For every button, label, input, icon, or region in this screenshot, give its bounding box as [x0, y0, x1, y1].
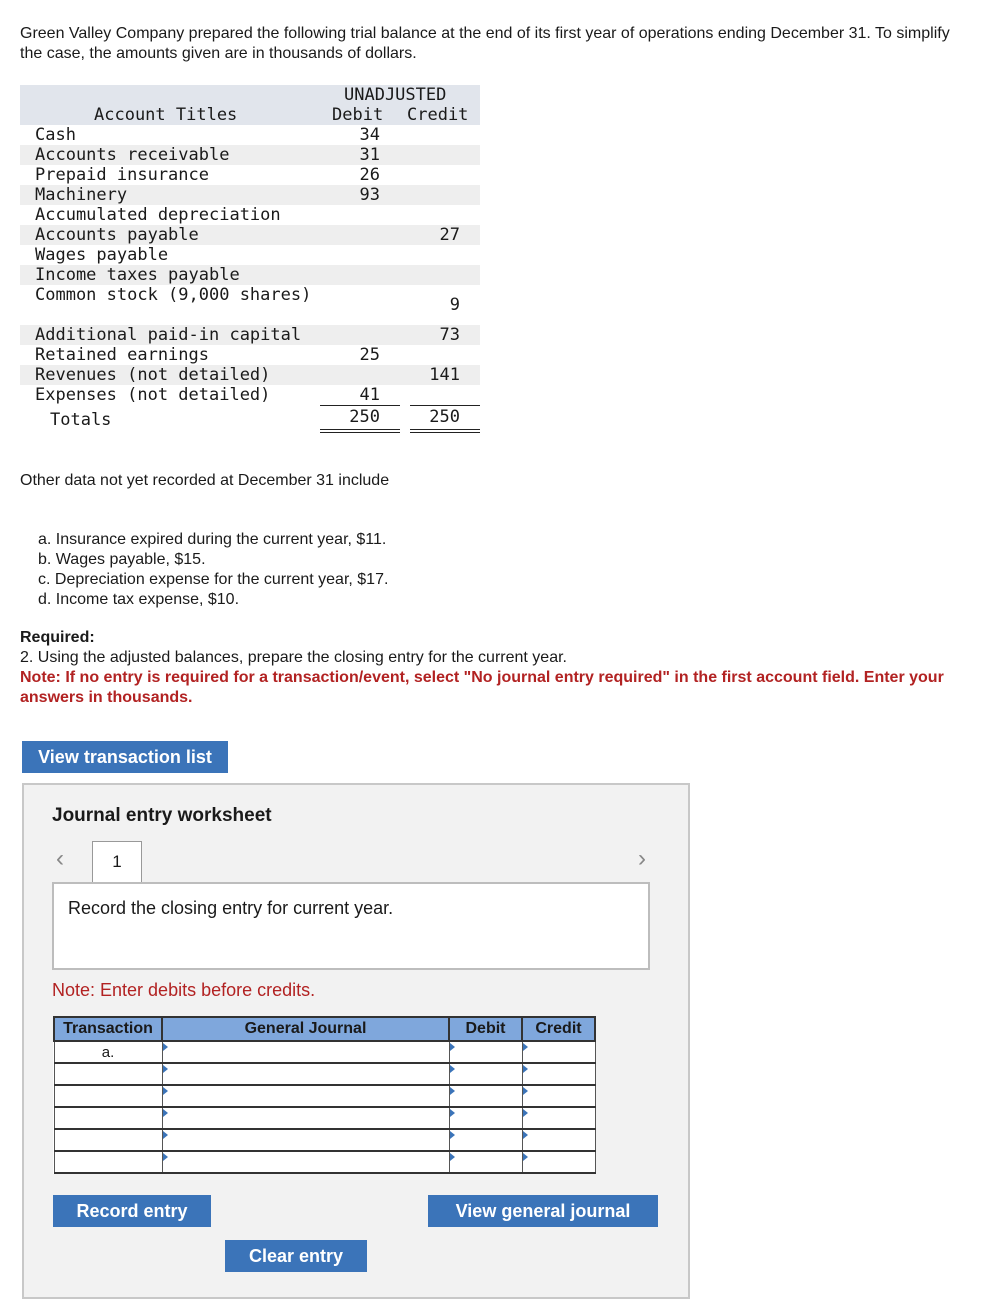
debit-amount: 31 [359, 145, 380, 165]
account-select[interactable] [162, 1151, 449, 1173]
table-row [20, 145, 480, 165]
credit-input[interactable] [522, 1063, 595, 1085]
trial-balance-rows [20, 125, 480, 405]
credit-amount: 141 [429, 365, 460, 385]
table-row [20, 365, 480, 385]
list-item: d. Income tax expense, $10. [38, 591, 240, 608]
record-entry-button[interactable]: Record entry [53, 1195, 211, 1227]
worksheet-title: Journal entry worksheet [52, 805, 272, 826]
totals-credit: 250 [429, 407, 460, 427]
account-title: Revenues (not detailed) [35, 365, 271, 385]
credit-input[interactable] [522, 1151, 595, 1173]
table-row [20, 165, 480, 185]
worksheet-prompt-box [52, 882, 650, 970]
account-select[interactable] [162, 1129, 449, 1151]
col-general-journal: General Journal [162, 1017, 449, 1041]
account-title: Prepaid insurance [35, 165, 209, 185]
col-credit: Credit [407, 105, 469, 125]
trial-balance [20, 85, 480, 433]
credit-input[interactable] [522, 1085, 595, 1107]
journal-row [54, 1107, 595, 1129]
transaction-cell [54, 1151, 162, 1173]
credit-amount: 9 [449, 295, 460, 315]
col-debit: Debit [332, 105, 384, 125]
credit-input[interactable] [522, 1107, 595, 1129]
table-row [20, 345, 480, 365]
trial-balance-header [20, 85, 480, 125]
other-data-list [38, 530, 388, 610]
intro-text: Green Valley Company prepared the following trial balance at the end of its first year of operations ending December 31. To simplify the case, the amounts given are in thousands of dollars. [20, 25, 950, 62]
transaction-cell: a. [54, 1041, 162, 1063]
table-row [20, 225, 480, 245]
worksheet-page-tab[interactable]: 1 [92, 841, 142, 882]
account-title: Wages payable [35, 245, 169, 265]
trial-balance-totals [20, 405, 480, 433]
list-item: b. Wages payable, $15. [38, 551, 206, 568]
view-general-journal-button[interactable]: View general journal [428, 1195, 658, 1227]
table-row [20, 245, 480, 265]
list-item: a. Insurance expired during the current year, $11. [38, 531, 387, 548]
table-row [20, 125, 480, 145]
account-select[interactable] [162, 1107, 449, 1129]
journal-row [54, 1129, 595, 1151]
debit-input[interactable] [449, 1107, 522, 1129]
required-note: Note: If no entry is required for a transaction/event, select "No journal entry required" in the first account field. Enter your answers in thousands. [20, 669, 944, 706]
table-row [20, 205, 480, 225]
table-row [20, 185, 480, 205]
account-title: Cash [35, 125, 76, 145]
credit-amount: 27 [439, 225, 460, 245]
debit-amount: 26 [359, 165, 380, 185]
table-row [20, 285, 480, 325]
col-credit: Credit [522, 1017, 595, 1041]
list-item: c. Depreciation expense for the current year, $17. [38, 571, 389, 588]
debit-amount: 25 [359, 345, 380, 365]
other-data-heading: Other data not yet recorded at December 31 include [20, 472, 390, 489]
debit-amount: 93 [359, 185, 380, 205]
chevron-left-icon[interactable]: ‹ [56, 845, 64, 872]
account-title: Expenses (not detailed) [35, 385, 271, 405]
account-title: Accounts payable [35, 225, 199, 245]
debit-input[interactable] [449, 1041, 522, 1063]
clear-entry-button[interactable]: Clear entry [225, 1240, 367, 1272]
account-select[interactable] [162, 1085, 449, 1107]
debit-amount: 34 [359, 125, 380, 145]
transaction-cell [54, 1063, 162, 1085]
journal-entry-worksheet [22, 783, 690, 1299]
col-debit: Debit [449, 1017, 522, 1041]
table-row [20, 265, 480, 285]
totals-debit: 250 [349, 407, 380, 427]
journal-row [54, 1151, 595, 1173]
account-title: Retained earnings [35, 345, 209, 365]
credit-input[interactable] [522, 1129, 595, 1151]
debit-input[interactable] [449, 1129, 522, 1151]
debit-input[interactable] [449, 1063, 522, 1085]
transaction-cell [54, 1107, 162, 1129]
required-section [20, 628, 960, 708]
required-instruction: 2. Using the adjusted balances, prepare the closing entry for the current year. [20, 649, 567, 666]
journal-row [54, 1063, 595, 1085]
transaction-cell [54, 1085, 162, 1107]
journal-row [54, 1041, 595, 1063]
table-row [20, 385, 480, 405]
transaction-cell [54, 1129, 162, 1151]
account-select[interactable] [162, 1041, 449, 1063]
journal-row [54, 1085, 595, 1107]
col-account-titles: Account Titles [94, 105, 238, 125]
account-title: Additional paid-in capital [35, 325, 302, 345]
totals-label: Totals [50, 410, 112, 430]
debit-input[interactable] [449, 1151, 522, 1173]
worksheet-note: Note: Enter debits before credits. [52, 980, 316, 1000]
account-select[interactable] [162, 1063, 449, 1085]
credit-amount: 73 [439, 325, 460, 345]
col-group-unadjusted: UNADJUSTED [344, 85, 447, 105]
view-transaction-list-button[interactable]: View transaction list [22, 741, 228, 773]
account-title: Common stock (9,000 shares) [35, 285, 312, 305]
col-transaction: Transaction [54, 1017, 162, 1041]
account-title: Machinery [35, 185, 128, 205]
required-heading: Required: [20, 629, 95, 646]
debit-amount: 41 [359, 385, 380, 405]
account-title: Accounts receivable [35, 145, 230, 165]
general-journal-table [53, 1016, 596, 1174]
account-title: Income taxes payable [35, 265, 240, 285]
credit-input[interactable] [522, 1041, 595, 1063]
chevron-right-icon[interactable]: › [638, 845, 646, 872]
table-row [20, 325, 480, 345]
account-title: Accumulated depreciation [35, 205, 281, 225]
worksheet-prompt: Record the closing entry for current year. [68, 898, 394, 918]
debit-input[interactable] [449, 1085, 522, 1107]
